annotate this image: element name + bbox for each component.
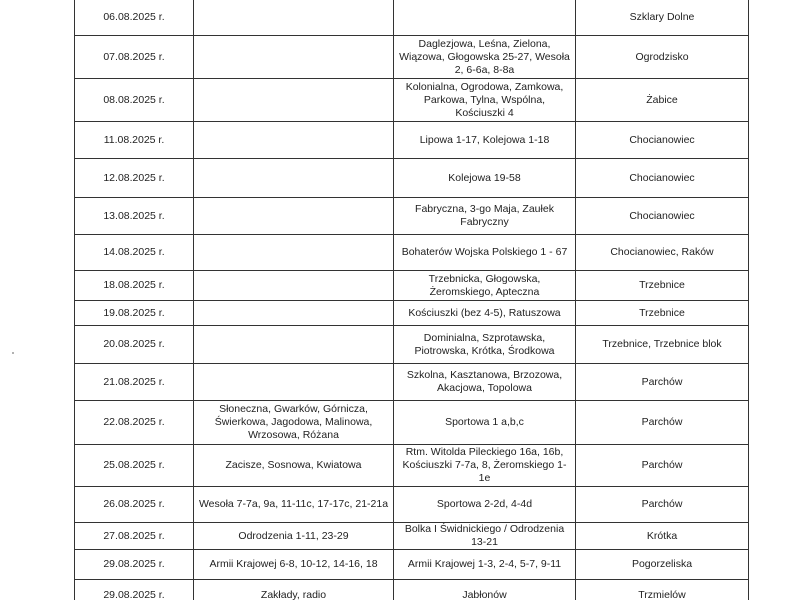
locality-cell: Trzebnice, Trzebnice blok: [576, 326, 749, 364]
locality-cell: Chocianowiec: [576, 159, 749, 198]
streets-cell-right: Dominialna, Szprotawska, Piotrowska, Krótka, Środkowa: [394, 326, 576, 364]
streets-cell-left: Słoneczna, Gwarków, Górnicza, Świerkowa, Jagodowa, Malinowa, Wrzosowa, Różana: [194, 401, 394, 445]
date-cell: 14.08.2025 r.: [75, 235, 194, 271]
streets-cell-right: Kolejowa 19-58: [394, 159, 576, 198]
locality-cell: Pogorzeliska: [576, 550, 749, 580]
date-cell: 29.08.2025 r.: [75, 580, 194, 600]
collection-schedule-table: [74, 0, 749, 600]
streets-cell-right: Rtm. Witolda Pileckiego 16a, 16b, Kościuszki 7-7a, 8, Żeromskiego 1-1e: [394, 445, 576, 487]
streets-cell-right: [394, 0, 576, 36]
locality-cell: Parchów: [576, 364, 749, 401]
table-row: [75, 235, 749, 271]
table-row: [75, 159, 749, 198]
locality-cell: Chocianowiec, Raków: [576, 235, 749, 271]
scan-artifact-dot: [12, 352, 14, 354]
streets-cell-right: Bolka I Świdnickiego / Odrodzenia 13-21: [394, 523, 576, 550]
date-cell: 20.08.2025 r.: [75, 326, 194, 364]
locality-cell: Ogrodzisko: [576, 36, 749, 79]
streets-cell-left: [194, 271, 394, 301]
streets-cell-left: [194, 301, 394, 326]
table-row: [75, 401, 749, 445]
locality-cell: Chocianowiec: [576, 122, 749, 159]
table-row: [75, 580, 749, 600]
streets-cell-right: Armii Krajowej 1-3, 2-4, 5-7, 9-11: [394, 550, 576, 580]
locality-cell: Żabice: [576, 79, 749, 122]
date-cell: 22.08.2025 r.: [75, 401, 194, 445]
table-row: [75, 301, 749, 326]
date-cell: 07.08.2025 r.: [75, 36, 194, 79]
streets-cell-right: Szkolna, Kasztanowa, Brzozowa, Akacjowa, Topolowa: [394, 364, 576, 401]
table-row: [75, 122, 749, 159]
date-cell: 06.08.2025 r.: [75, 0, 194, 36]
date-cell: 21.08.2025 r.: [75, 364, 194, 401]
streets-cell-right: Lipowa 1-17, Kolejowa 1-18: [394, 122, 576, 159]
table-row: [75, 79, 749, 122]
streets-cell-left: Odrodzenia 1-11, 23-29: [194, 523, 394, 550]
table-row: [75, 326, 749, 364]
date-cell: 27.08.2025 r.: [75, 523, 194, 550]
streets-cell-left: Zacisze, Sosnowa, Kwiatowa: [194, 445, 394, 487]
table-row: [75, 487, 749, 523]
locality-cell: Parchów: [576, 445, 749, 487]
streets-cell-left: [194, 0, 394, 36]
streets-cell-left: [194, 122, 394, 159]
streets-cell-right: Sportowa 2-2d, 4-4d: [394, 487, 576, 523]
streets-cell-right: Kościuszki (bez 4-5), Ratuszowa: [394, 301, 576, 326]
streets-cell-right: Daglezjowa, Leśna, Zielona, Wiązowa, Głogowska 25-27, Wesoła 2, 6-6a, 8-8a: [394, 36, 576, 79]
date-cell: 29.08.2025 r.: [75, 550, 194, 580]
table-row: [75, 198, 749, 235]
streets-cell-left: Wesoła 7-7a, 9a, 11-11c, 17-17c, 21-21a: [194, 487, 394, 523]
locality-cell: Parchów: [576, 401, 749, 445]
table-row: [75, 0, 749, 36]
date-cell: 25.08.2025 r.: [75, 445, 194, 487]
date-cell: 13.08.2025 r.: [75, 198, 194, 235]
table-row: [75, 550, 749, 580]
streets-cell-left: [194, 326, 394, 364]
streets-cell-left: [194, 159, 394, 198]
table-row: [75, 271, 749, 301]
streets-cell-left: [194, 364, 394, 401]
streets-cell-left: Armii Krajowej 6-8, 10-12, 14-16, 18: [194, 550, 394, 580]
date-cell: 19.08.2025 r.: [75, 301, 194, 326]
streets-cell-right: Fabryczna, 3-go Maja, Zaułek Fabryczny: [394, 198, 576, 235]
locality-cell: Trzebnice: [576, 271, 749, 301]
date-cell: 11.08.2025 r.: [75, 122, 194, 159]
streets-cell-left: [194, 79, 394, 122]
locality-cell: Krótka: [576, 523, 749, 550]
streets-cell-right: Kolonialna, Ogrodowa, Zamkowa, Parkowa, Tylna, Wspólna, Kościuszki 4: [394, 79, 576, 122]
table-row: [75, 445, 749, 487]
table-row: [75, 36, 749, 79]
streets-cell-left: [194, 198, 394, 235]
streets-cell-right: Trzebnicka, Głogowska, Żeromskiego, Apteczna: [394, 271, 576, 301]
date-cell: 08.08.2025 r.: [75, 79, 194, 122]
streets-cell-right: Bohaterów Wojska Polskiego 1 - 67: [394, 235, 576, 271]
locality-cell: Trzmielów: [576, 580, 749, 600]
date-cell: 26.08.2025 r.: [75, 487, 194, 523]
streets-cell-left: Zakłady, radio: [194, 580, 394, 600]
locality-cell: Chocianowiec: [576, 198, 749, 235]
table-row: [75, 364, 749, 401]
date-cell: 18.08.2025 r.: [75, 271, 194, 301]
streets-cell-left: [194, 36, 394, 79]
date-cell: 12.08.2025 r.: [75, 159, 194, 198]
streets-cell-right: Jabłonów: [394, 580, 576, 600]
locality-cell: Szklary Dolne: [576, 0, 749, 36]
streets-cell-left: [194, 235, 394, 271]
locality-cell: Parchów: [576, 487, 749, 523]
locality-cell: Trzebnice: [576, 301, 749, 326]
streets-cell-right: Sportowa 1 a,b,c: [394, 401, 576, 445]
table-row: [75, 523, 749, 550]
